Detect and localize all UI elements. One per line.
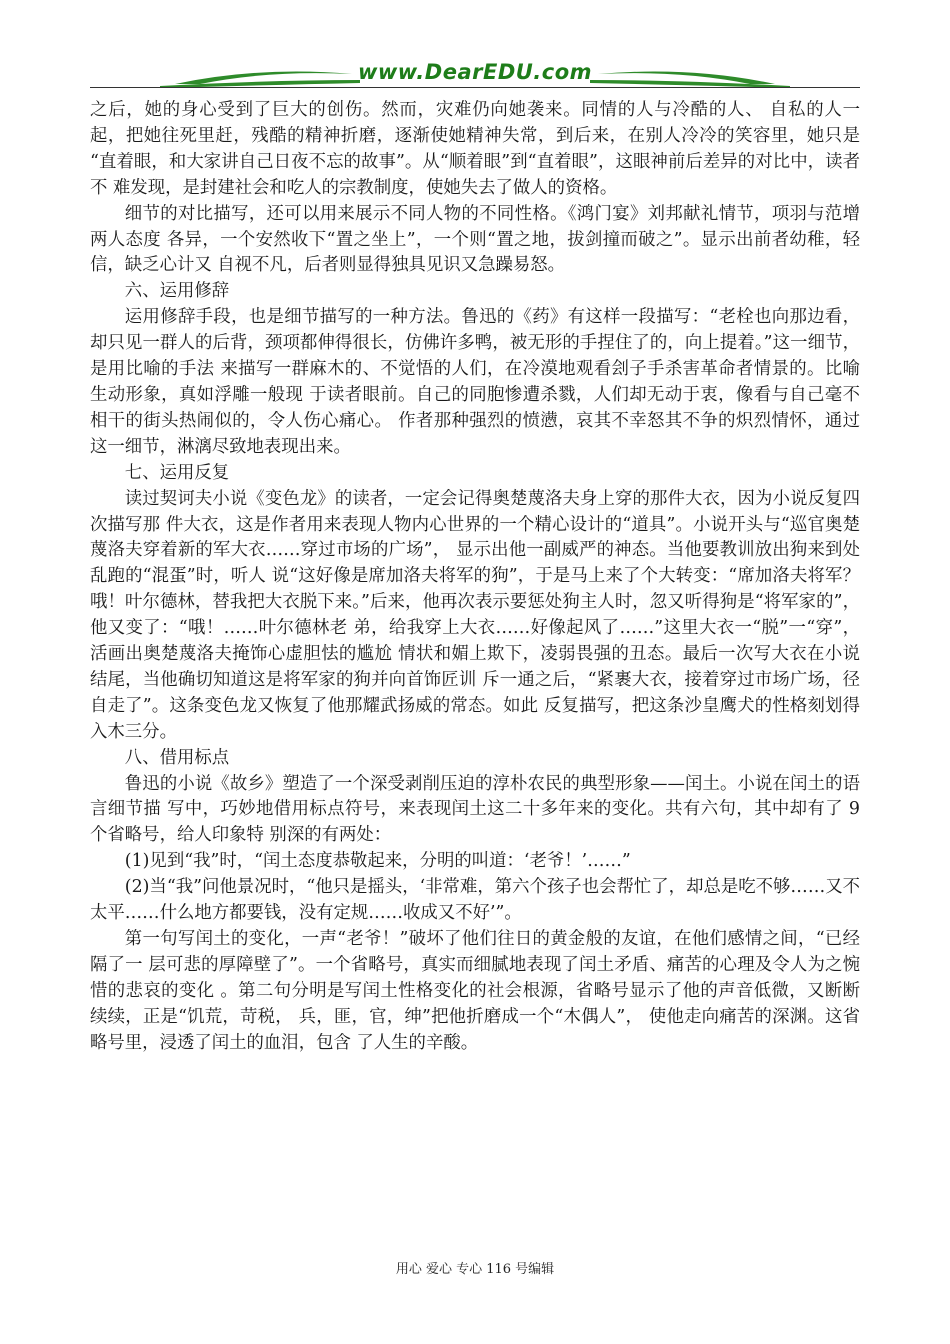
paragraph: 读过契诃夫小说《变色龙》的读者，一定会记得奥楚蔑洛夫身上穿的那件大衣，因为小说反复四次描写那 件大衣，这是作者用来表现人物内心世界的一个精心设计的“道具”。小说开头与“巡官奥楚蔑洛夫穿着新的军大衣……穿过市场的广场”， 显示出他一副威严的神态。当他要教训放出狗来到处乱跑的“混蛋”时，听人 说“这好像是席加洛夫将军的狗”，于是马上来了个大转变：“席加洛夫将军？哦！叶尔德林，替我把大衣脱下来。”后来，他再次表示要惩处狗主人时，忽又听得狗是“将军家的”，他又变了：“哦！……叶尔德林老 弟，给我穿上大衣……好像起风了……”这里大衣一“脱”一“穿”， 活画出奥楚蔑洛夫掩饰心虚胆怯的尴尬 情状和媚上欺下，凌弱畏强的丑态。最后一次写大衣在小说结尾，当他确切知道这是将军家的狗并向首饰匠训 斥一通之后，“紧裹大衣，接着穿过市场广场，径自走了”。这条变色龙又恢复了他那耀武扬威的常态。如此 反复描写，把这条沙皇鹰犬的性格刻划得入木三分。 [90, 488, 860, 742]
article-body [90, 98, 860, 1057]
site-logo[interactable]: www.DearEDU.com [357, 60, 593, 84]
quote-item: (1)见到“我”时，“闰土态度恭敬起来，分明的叫道：‘老爷！’……” [124, 851, 631, 872]
paragraph: 之后，她的身心受到了巨大的创伤。然而，灾难仍向她袭来。同情的人与冷酷的人、 自私的人一起，把她往死里赶，残酷的精神折磨，逐渐使她精神失常，到后来，在别人冷冷的笑容里，她只是 “直着眼，和大家讲自己日夜不忘的故事”。从“顺着眼”到“直着眼”，这眼神前后差异的对比中，读者不 难发现，是封建社会和吃人的宗教制度，使她失去了做人的资格。 [90, 100, 860, 198]
paragraph: 鲁迅的小说《故乡》塑造了一个深受剥削压迫的淳朴农民的典型形象——闰土。小说在闰土的语言细节描 写中，巧妙地借用标点符号，来表现闰土这二十多年来的变化。共有六句，其中却有了 9 个省略号，给人印象特 别深的有两处： [90, 773, 860, 846]
paragraph: 细节的对比描写，还可以用来展示不同人物的不同性格。《鸿门宴》刘邦献礼情节，项羽与范增两人态度 各异，一个安然收下“置之坐上”，一个则“置之地，拔剑撞而破之”。显示出前者幼稚，轻信，缺乏心计又 自视不凡，后者则显得独具见识又急躁易怒。 [90, 203, 860, 276]
section-heading: 六、运用修辞 [124, 281, 230, 302]
header-rule [90, 87, 860, 88]
section-heading: 七、运用反复 [124, 462, 230, 483]
page-footer: 用心 爱心 专心 116 号编辑 [395, 1262, 555, 1277]
paragraph: 运用修辞手段，也是细节描写的一种方法。鲁迅的《药》有这样一段描写：“老栓也向那边看，却只见一群人的后背，颈项都伸得很长，仿佛许多鸭，被无形的手捏住了的，向上提着。”这一细节，是用比喻的手法 来描写一群麻木的、不觉悟的人们，在冷漠地观看刽子手杀害革命者情景的。比喻生动形象，真如浮雕一般现 于读者眼前。自己的同胞惨遭杀戮，人们却无动于衷，像看与自己毫不相干的街头热闹似的，令人伤心痛心。 作者那种强烈的愤懑，哀其不幸怒其不争的炽烈情怀，通过这一细节，淋漓尽致地表现出来。 [90, 307, 860, 457]
quote-item: (2)当“我”问他景况时，“他只是摇头，‘非常难，第六个孩子也会帮忙了，却总是吃不够……又不太平……什么地方都要钱，没有定规……收成又不好’”。 [90, 877, 860, 924]
section-heading: 八、借用标点 [124, 747, 230, 768]
page-header [90, 58, 860, 92]
paragraph: 第一句写闰土的变化，一声“老爷！”破坏了他们往日的黄金般的友谊，在他们感情之间，“已经隔了一 层可悲的厚障壁了”。一个省略号，真实而细腻地表现了闰土矛盾、痛苦的心理及令人为之惋惜的悲哀的变化 。第二句分明是写闰土性格变化的社会根源，省略号显示了他的声音低微，又断断续续，正是“饥荒，苛税， 兵，匪，官，绅”把他折磨成一个“木偶人”， 使他走向痛苦的深渊。这省略号里，浸透了闰土的血泪，包含 了人生的辛酸。 [90, 929, 860, 1053]
